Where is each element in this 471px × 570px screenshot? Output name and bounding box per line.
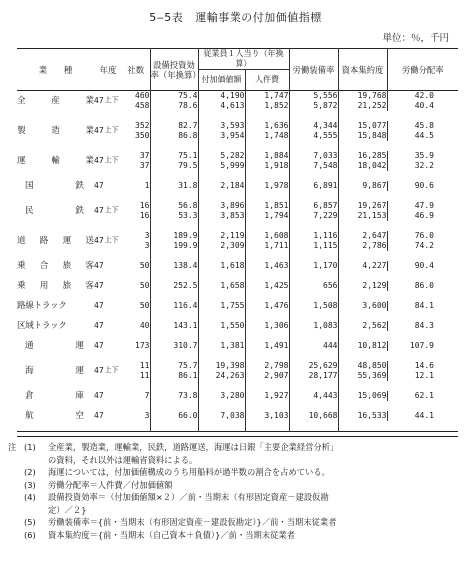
cell-va: 3,280 [198,391,245,401]
cell-ci: 21,252 [338,101,387,111]
table-row [17,391,458,401]
cell-le: 6,857 [313,201,338,210]
cell-shares: 352 [135,121,150,130]
year-cell [94,201,122,221]
value-added-table [17,48,458,432]
cell-capex: 75.4 [150,91,198,102]
cell-le: 10,668 [308,411,338,420]
row-spacer [17,421,458,432]
cell-shares: 1 [144,181,150,190]
industry-name: 運輸業 [17,156,94,166]
table-row [17,301,458,311]
cell-capex: 78.6 [150,101,198,111]
col-capex-ratio: 設備投資効率（年換算） [150,49,198,91]
cell-ci: 15,069 [338,391,387,401]
cell-le: 1,116 [313,231,338,240]
cell-ls: 90.4 [387,261,434,271]
cell-pc: 1,491 [245,341,289,351]
note-number: (1) [24,442,36,452]
cell-capex: 66.0 [150,411,198,421]
cell-capex: 116.4 [150,301,198,311]
cell-ci: 4,227 [338,261,387,271]
cell-shares: 7 [144,391,150,400]
cell-le: 4,443 [313,391,338,400]
cell-va: 2,184 [198,181,245,191]
table-row [17,121,458,131]
cell-ls: 76.0 [387,231,434,241]
year-value: 47 [94,341,104,350]
year-value: 47 [94,206,104,215]
cell-va: 1,755 [198,301,245,311]
cell-shares: 37 [139,161,150,170]
cell-ls: 86.0 [387,281,434,291]
year-value: 47 [94,156,104,165]
cell-ls: 90.6 [387,181,434,191]
cell-va: 4,190 [198,91,245,102]
cell-ls: 107.9 [387,341,434,351]
cell-pc: 1,476 [245,301,289,311]
table-caption: 運輸事業の付加価値指標 [195,11,322,24]
cell-ls: 45.8 [387,121,434,131]
note-number: (5) [24,517,36,527]
note-continuation: の資料，それ以外は運輸省資料による。 [48,454,198,465]
cell-pc: 1,636 [245,121,289,131]
cell-le: 1,115 [313,241,338,250]
note-text: 労働装備率＝{前・当期末（有形固定資産－建設仮勘定）}／前・当期末従業者 [48,517,337,527]
cell-capex: 138.4 [150,261,198,271]
cell-le: 1,508 [313,301,338,310]
year-value: 47 [94,236,104,245]
half-marker: 上下 [104,366,119,374]
cell-shares: 37 [139,151,150,160]
industry-name: 製造業 [17,126,94,136]
col-labor-equip: 労働装備率 [292,64,335,75]
cell-ls: 44.1 [387,411,434,421]
year-value: 47 [94,181,104,190]
cell-pc: 2,798 [245,361,289,371]
cell-ci: 2,562 [338,321,387,331]
industry-name: 乗合旅客 [17,261,94,271]
cell-va: 1,381 [198,341,245,351]
cell-pc: 3,103 [245,411,289,421]
cell-pc: 1,425 [245,281,289,291]
year-value: 47 [94,96,104,105]
half-marker: 上下 [104,126,119,134]
cell-ci: 19,768 [338,91,387,102]
note-item [24,491,454,504]
note-item [8,441,454,454]
note-continuation: 定）／２} [48,504,87,515]
note-label: 注 [8,442,17,452]
industry-name: 路線トラック [17,301,67,311]
note-text: 労働分配率＝人件費／付加価値額 [48,479,173,490]
cell-shares: 458 [135,101,150,110]
cell-va: 2,309 [198,241,245,251]
cell-pc: 1,463 [245,261,289,271]
year-value: 47 [94,301,104,310]
year-value: 47 [94,366,104,375]
industry-name: 海運 [25,366,84,376]
cell-va: 5,282 [198,151,245,161]
row-spacer [17,311,458,321]
col-value-added: 付加価値額 [198,70,245,91]
cell-capex: 252.5 [150,281,198,291]
col-industry: 業 種 [38,64,73,75]
cell-le: 4,555 [313,131,338,140]
table-row [17,231,458,241]
cell-pc: 1,794 [245,211,289,221]
cell-le: 1,083 [313,321,338,330]
cell-shares: 11 [139,361,150,370]
year-value: 47 [94,411,104,420]
cell-ci: 15,077 [338,121,387,131]
industry-name: 区域トラック [17,321,67,331]
cell-shares: 16 [139,211,150,220]
row-spacer [17,251,458,261]
cell-va: 7,038 [198,411,245,421]
cell-pc: 1,306 [245,321,289,331]
note-item [24,466,454,479]
table-row [17,411,458,421]
cell-le: 5,556 [313,91,338,100]
note-item [24,516,454,529]
cell-ci: 21,153 [338,211,387,221]
cell-capex: 310.7 [150,341,198,351]
industry-name: 国鉄 [25,181,84,191]
year-cell [94,281,122,291]
table-row [17,181,458,191]
year-cell [94,411,122,421]
cell-ls: 46.9 [387,211,434,221]
year-cell [94,301,122,311]
year-cell [94,361,122,381]
cell-le: 7,548 [313,161,338,170]
cell-va: 1,658 [198,281,245,291]
row-spacer [17,401,458,411]
cell-va: 3,853 [198,211,245,221]
industry-name: 航空 [25,411,84,421]
cell-va: 1,550 [198,321,245,331]
half-marker: 上下 [104,96,119,104]
table-title [0,9,471,25]
row-spacer [17,331,458,341]
cell-ls: 32.2 [387,161,434,171]
cell-capex: 56.8 [150,201,198,211]
cell-pc: 1,884 [245,151,289,161]
cell-capex: 75.1 [150,151,198,161]
table-row [17,321,458,331]
cell-ci: 18,042 [338,161,387,171]
note-number: (2) [24,467,36,477]
cell-le: 444 [323,341,338,350]
note-number: (4) [24,492,36,502]
cell-shares: 3 [144,411,150,420]
cell-shares: 350 [135,131,150,140]
note-text: 資本集約度＝{前・当期末（自己資本＋負債）}／前・当期末従業者 [48,529,296,540]
year-value: 47 [94,281,104,290]
cell-va: 24,263 [198,371,245,381]
cell-shares: 11 [139,371,150,380]
cell-le: 4,344 [313,121,338,130]
cell-shares: 173 [135,341,150,350]
note-item [24,479,454,492]
row-spacer [17,141,458,151]
cell-pc: 1,918 [245,161,289,171]
row-spacer [17,171,458,181]
cell-le: 5,872 [313,101,338,110]
cell-va: 3,593 [198,121,245,131]
row-spacer [17,111,458,121]
cell-capex: 73.8 [150,391,198,401]
note-text: 設備投資効率＝（付加価値額×２）／前・当期末（有形固定資産－建設仮勘 [48,492,329,502]
cell-capex: 79.5 [150,161,198,171]
col-personnel-cost: 人件費 [245,70,289,91]
cell-va: 2,119 [198,231,245,241]
col-companies: 社数 [127,64,145,75]
col-labor-share: 労働分配率 [387,49,458,91]
cell-shares: 460 [135,91,150,100]
year-cell [94,151,122,171]
cell-shares: 50 [139,281,150,290]
cell-shares: 3 [144,231,150,240]
col-group-per-employee: 従業員１人当り（年換算） [198,49,289,70]
cell-ls: 47.9 [387,201,434,211]
cell-le: 6,891 [313,181,338,190]
col-year: 年度 [99,64,117,75]
cell-ci: 10,812 [338,341,387,351]
year-cell [94,391,122,401]
col-capital-intensity: 資本集約度 [338,49,387,91]
cell-capex: 143.1 [150,321,198,331]
half-marker: 上下 [104,206,119,214]
note-number: (3) [24,479,36,490]
table-row [17,281,458,291]
cell-pc: 1,747 [245,91,289,102]
table-body [17,91,458,432]
year-cell [94,341,122,351]
cell-ci: 16,533 [338,411,387,421]
industry-name: 倉庫 [25,391,84,401]
industry-name: 乗用旅客 [17,281,94,291]
cell-capex: 82.7 [150,121,198,131]
cell-capex: 189.9 [150,231,198,241]
cell-ls: 42.0 [387,91,434,102]
cell-capex: 75.7 [150,361,198,371]
table-row [17,341,458,351]
cell-ci: 48,850 [338,361,387,371]
cell-le: 656 [323,281,338,290]
cell-ci: 15,848 [338,131,387,141]
row-spacer [17,351,458,361]
cell-capex: 86.8 [150,131,198,141]
industry-name: 民鉄 [25,206,84,216]
cell-va: 3,954 [198,131,245,141]
cell-ci: 55,369 [338,371,387,381]
cell-va: 1,618 [198,261,245,271]
industry-name: 全産業 [17,96,94,106]
table-row [17,201,458,211]
year-cell [94,261,122,271]
cell-ls: 62.1 [387,391,434,401]
cell-pc: 1,851 [245,201,289,211]
cell-va: 19,398 [198,361,245,371]
note-number: (6) [24,529,36,540]
cell-va: 5,999 [198,161,245,171]
year-cell [94,181,122,191]
cell-ls: 12.1 [387,371,434,381]
row-spacer [17,191,458,201]
cell-capex: 199.9 [150,241,198,251]
note-text: 全産業，製造業，運輸業，民鉄，道路運送，海運は日銀「主要企業経営分析」 [48,442,339,452]
cell-pc: 1,608 [245,231,289,241]
cell-ls: 40.4 [387,101,434,111]
cell-shares: 16 [139,201,150,210]
table-row [17,261,458,271]
cell-le: 7,229 [313,211,338,220]
note-item [24,529,454,542]
cell-capex: 53.3 [150,211,198,221]
cell-ls: 35.9 [387,151,434,161]
year-value: 47 [94,321,104,330]
cell-ci: 9,867 [338,181,387,191]
year-cell [94,321,122,331]
cell-pc: 1,711 [245,241,289,251]
cell-capex: 31.8 [150,181,198,191]
cell-ci: 2,786 [338,241,387,251]
year-cell [94,91,122,112]
cell-pc: 1,927 [245,391,289,401]
industry-name: 通運 [25,341,84,351]
cell-shares: 40 [139,321,150,330]
cell-ci: 19,267 [338,201,387,211]
cell-le: 7,033 [313,151,338,160]
cell-ci: 3,600 [338,301,387,311]
unit-note: 単位：％，千円 [382,33,449,44]
cell-va: 4,613 [198,101,245,111]
cell-le: 28,177 [308,371,338,380]
cell-le: 25,629 [308,361,338,370]
half-marker: 上下 [104,236,119,244]
cell-ls: 44.5 [387,131,434,141]
year-value: 47 [94,261,104,270]
cell-ls: 84.1 [387,301,434,311]
cell-ls: 74.2 [387,241,434,251]
row-spacer [17,271,458,281]
row-spacer [17,221,458,231]
cell-va: 3,896 [198,201,245,211]
cell-ls: 84.3 [387,321,434,331]
cell-le: 1,170 [313,261,338,270]
table-row [17,91,458,102]
table-number: 5‒5表 [149,11,184,24]
table-row [17,361,458,371]
cell-pc: 1,852 [245,101,289,111]
cell-pc: 1,748 [245,131,289,141]
half-marker: 上下 [104,156,119,164]
year-value: 47 [94,126,104,135]
cell-shares: 50 [139,301,150,310]
notes-rule [17,436,458,437]
year-cell [94,231,122,251]
cell-pc: 1,978 [245,181,289,191]
cell-shares: 3 [144,241,150,250]
year-value: 47 [94,391,104,400]
year-cell [94,121,122,141]
industry-name: 道路運送 [17,236,94,246]
cell-pc: 2,907 [245,371,289,381]
cell-ci: 2,129 [338,281,387,291]
row-spacer [17,381,458,391]
table-row [17,151,458,161]
cell-ci: 2,647 [338,231,387,241]
cell-ls: 14.6 [387,361,434,371]
cell-capex: 86.1 [150,371,198,381]
note-text: 海運については，付加価値構成のうち用船料が過半数の割合を占めている。 [48,467,330,477]
cell-shares: 50 [139,261,150,270]
notes [8,441,454,541]
row-spacer [17,291,458,301]
cell-ci: 16,285 [338,151,387,161]
